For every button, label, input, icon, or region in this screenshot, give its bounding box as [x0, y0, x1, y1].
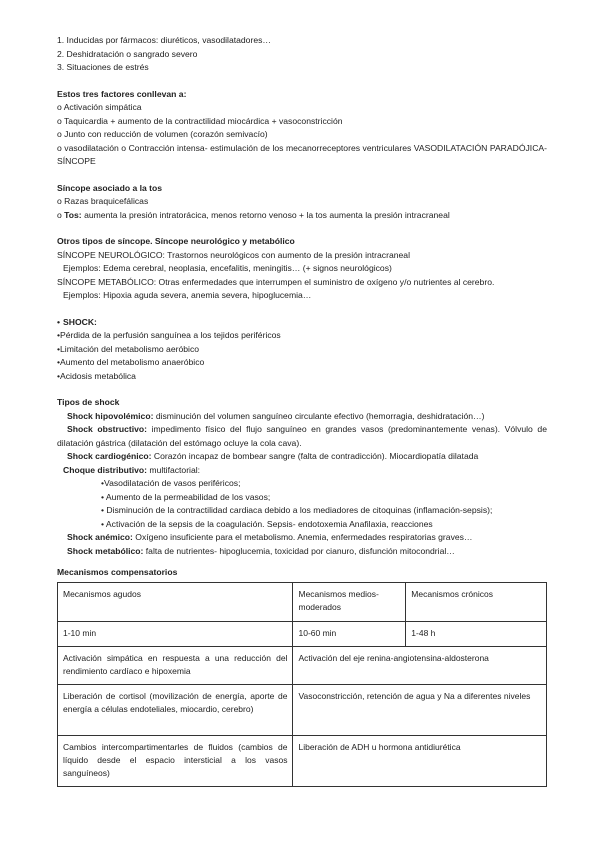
tipo-obstructivo: Shock obstructivo: impedimento físico del flujo sanguíneo en grandes vasos (predominantemente venas). Vólvulo de dilatación gástrica (dilatación del estómago ocluye la cola cava). — [57, 424, 547, 448]
otros-line: Ejemplos: Hipoxia aguda severa, anemia severa, hipoglucemia… — [63, 290, 312, 300]
table-header-cell: Mecanismos crónicos — [406, 582, 547, 621]
table-cell: Activación del eje renina-angiotensina-aldosterona — [293, 646, 547, 684]
table-row — [58, 735, 547, 786]
otros-heading: Otros tipos de síncope. Síncope neurológico y metabólico — [57, 236, 295, 246]
distributivo-item: • Aumento de la permeabilidad de los vasos; — [101, 491, 271, 502]
cause-line: 2. Deshidratación o sangrado severo — [57, 48, 198, 59]
cause-line: 1. Inducidas por fármacos: diuréticos, vasodilatadores… — [57, 35, 271, 45]
tos-item: o Razas braquicefálicas — [57, 196, 149, 206]
table-cell: Liberación de ADH u hormona antidiurética — [293, 735, 547, 786]
bullet-icon: • — [57, 370, 61, 381]
factor-item: o Taquicardia + aumento de la contractilidad miocárdica + vasoconstricción — [57, 115, 343, 126]
bullet-icon: • — [57, 316, 61, 327]
shock-item: •Limitación del metabolismo aeróbico — [57, 343, 200, 354]
bullet-icon: • — [57, 330, 61, 340]
tipo-anemico: Shock anémico: Oxígeno insuficiente para el metabolismo. Anemia, enfermedades respiratorias graves… — [67, 532, 473, 542]
tipo-distributivo: Choque distributivo: multifactorial: — [63, 464, 201, 475]
tipo-hipovolemico: Shock hipovolémico: disminución del volumen sanguíneo circulante efectivo (hemorragia, deshidratación…) — [67, 410, 485, 421]
document-page — [57, 34, 547, 787]
mecanismos-heading: Mecanismos compensatorios — [57, 567, 178, 577]
factor-item: o Activación simpática — [57, 102, 142, 112]
distributivo-item: • Disminución de la contractilidad cardiaca debido a los mediadores de citoquinas (inflamación-sepsis); — [101, 505, 493, 515]
bullet-icon: • — [57, 357, 61, 367]
mecanismos-table — [57, 582, 547, 787]
shock-item: •Aumento del metabolismo anaeróbico — [57, 357, 205, 367]
tipo-cardiogenico: Shock cardiogénico: Corazón incapaz de bombear sangre (falta de contradicción). Miocardiopatía dilatada — [67, 451, 479, 461]
table-cell: Activación simpática en respuesta a una reducción del rendimiento cardíaco e hipoxemia — [58, 646, 293, 684]
factor-item: o Junto con reducción de volumen (corazón semivacío) — [57, 129, 268, 139]
table-row — [58, 646, 547, 684]
table-cell: Cambios intercompartimentarles de fluidos (cambios de líquido desde el espacio intersticial a los vasos sanguíneos) — [58, 735, 293, 786]
table-cell: Liberación de cortisol (movilización de energía, aporte de energía a células endoteliales, miocardio, cerebro) — [58, 684, 293, 735]
otros-line: Ejemplos: Edema cerebral, neoplasia, encefalitis, meningitis… (+ signos neurológicos) — [63, 263, 392, 273]
cause-line: 3. Situaciones de estrés — [57, 62, 149, 72]
tipos-heading: Tipos de shock — [57, 397, 120, 407]
table-row — [58, 621, 547, 646]
shock-item: •Pérdida de la perfusión sanguínea a los tejidos periféricos — [57, 330, 281, 340]
table-header-cell: Mecanismos agudos — [58, 582, 293, 621]
table-cell: 10-60 min — [293, 621, 406, 646]
tipo-metabolico: Shock metabólico: falta de nutrientes- hipoglucemia, toxicidad por cianuro, disfunción mitocondrial… — [67, 545, 455, 556]
factors-heading: Estos tres factores conllevan a: — [57, 88, 187, 99]
table-header-row — [58, 582, 547, 621]
table-cell: 1-48 h — [406, 621, 547, 646]
table-cell: 1-10 min — [58, 621, 293, 646]
otros-line: SÍNCOPE NEUROLÓGICO: Trastornos neurológicos con aumento de la presión intracraneal — [57, 249, 410, 260]
distributivo-item: •Vasodilatación de vasos periféricos; — [101, 478, 241, 488]
bullet-icon: • — [57, 343, 61, 354]
tos-item: o Tos: aumenta la presión intratorácica, menos retorno venoso + la tos aumenta la presión intracraneal — [57, 209, 450, 220]
shock-heading: • SHOCK: — [57, 316, 547, 330]
distributivo-item: • Activación de la sepsis de la coagulación. Sepsis- endotoxemia Anafilaxia, reacciones — [101, 518, 433, 529]
table-header-cell: Mecanismos medios-moderados — [293, 582, 406, 621]
otros-line: SÍNCOPE METABÓLICO: Otras enfermedades que interrumpen el suministro de oxígeno y/o nutrientes al cerebro. — [57, 276, 495, 287]
shock-item: •Acidosis metabólica — [57, 370, 136, 381]
table-row — [58, 684, 547, 735]
tos-label: Tos: — [64, 209, 82, 220]
table-cell: Vasoconstricción, retención de agua y Na a diferentes niveles — [293, 684, 547, 735]
tos-heading: Síncope asociado a la tos — [57, 182, 163, 193]
factor-item-long: o vasodilatación o Contracción intensa- estimulación de los mecanorreceptores ventriculares VASODILATACIÓN PARADÓJICA- SÍNCOPE — [57, 142, 547, 166]
